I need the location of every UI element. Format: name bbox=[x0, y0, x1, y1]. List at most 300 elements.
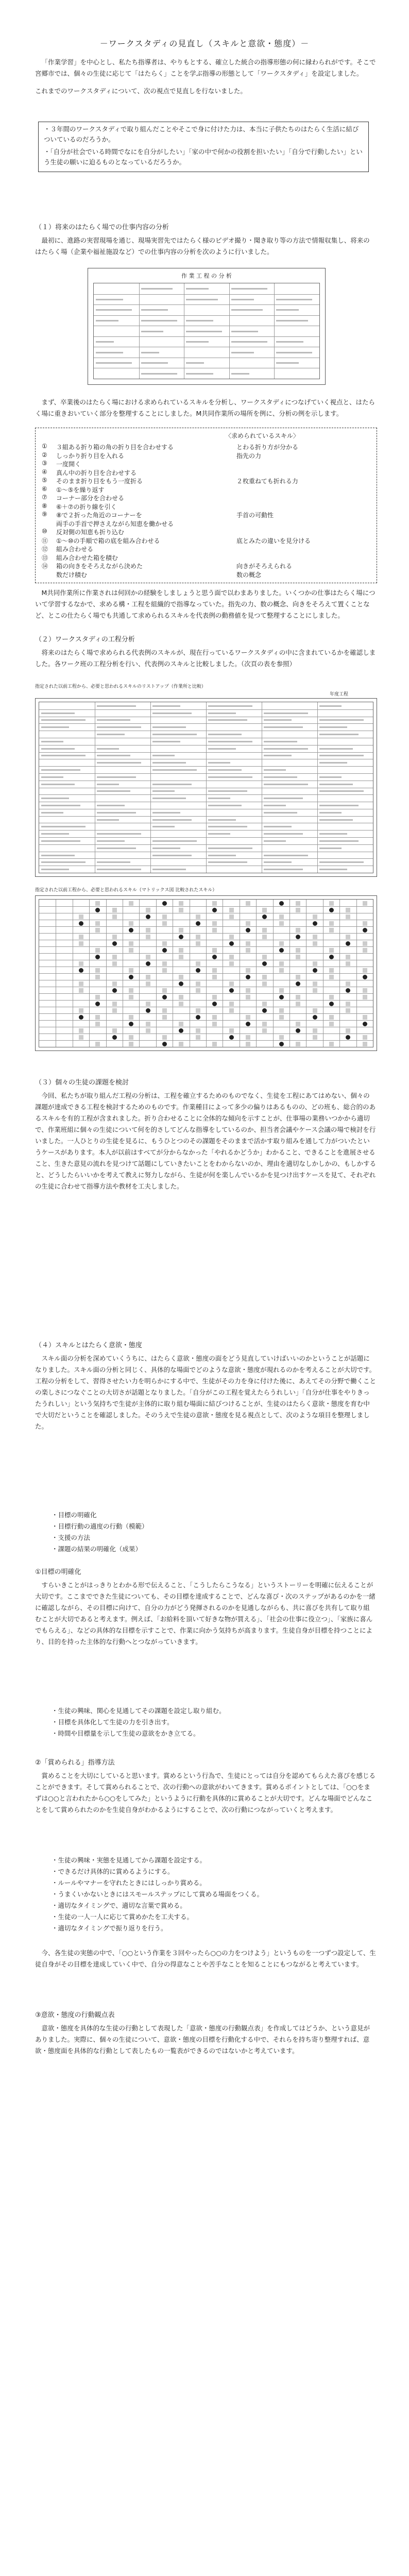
table-cell-text bbox=[41, 784, 75, 785]
table-cell-text bbox=[319, 776, 342, 778]
table-cell-text bbox=[319, 833, 347, 835]
table-cell-text bbox=[319, 726, 347, 728]
skill-step-task: ①〜⑤を繰り返す bbox=[56, 486, 105, 494]
fig3-caption: 指定された以前工程から、必要と思われるスキル（マトリックス図 比較されたスキル） bbox=[35, 888, 217, 893]
table-cell-text bbox=[319, 812, 342, 814]
table-cell-text bbox=[97, 784, 119, 785]
matrix-mark bbox=[79, 981, 83, 986]
table-cell-text bbox=[231, 288, 267, 290]
grid-line bbox=[39, 830, 373, 831]
matrix-mark bbox=[329, 948, 334, 953]
table-cell-text bbox=[141, 352, 159, 353]
table-cell-text bbox=[97, 726, 141, 728]
matrix-mark bbox=[279, 961, 284, 966]
matrix-mark bbox=[279, 995, 284, 999]
table-cell-text bbox=[152, 869, 186, 870]
skill-step-task: ⑧で２折った角近のコーナーを bbox=[56, 512, 142, 519]
matrix-mark bbox=[229, 981, 234, 986]
table-cell-text bbox=[41, 776, 63, 778]
matrix-mark bbox=[212, 1022, 217, 1026]
table-cell-text bbox=[97, 869, 141, 870]
table-cell-text bbox=[152, 790, 175, 792]
matrix-mark bbox=[162, 961, 167, 966]
skill-step-number: ⑦ bbox=[42, 494, 47, 501]
list-item: ・できるだけ具体的に賞めるようにする。 bbox=[52, 1868, 174, 1875]
table-cell-text bbox=[264, 776, 297, 778]
matrix-mark bbox=[229, 961, 234, 966]
matrix-mark bbox=[329, 921, 334, 926]
grid-line bbox=[94, 315, 319, 316]
skill-matrix-figure bbox=[35, 895, 377, 1051]
matrix-mark bbox=[329, 1015, 334, 1020]
matrix-mark bbox=[162, 948, 167, 953]
matrix-mark bbox=[279, 1035, 284, 1040]
skill-step-task: 数だけ積む bbox=[56, 571, 88, 579]
table-cell-text bbox=[41, 798, 69, 799]
matrix-mark bbox=[346, 941, 350, 946]
review-point: ・「自分が社会でいる時間でなにを自分がしたい」「家の中で何かの役割を担いたい」「自分で行動したい」という生徒の願いに迫るものとなっているだろうか。 bbox=[44, 148, 363, 166]
table-cell-text bbox=[208, 848, 252, 849]
matrix-mark bbox=[179, 1022, 183, 1026]
table-cell-text bbox=[276, 362, 299, 364]
table-cell-text bbox=[96, 352, 123, 353]
matrix-mark bbox=[146, 935, 150, 939]
grid-line bbox=[39, 1000, 373, 1001]
matrix-mark bbox=[363, 1035, 367, 1040]
table-cell-text bbox=[41, 833, 69, 835]
matrix-mark bbox=[279, 1008, 284, 1013]
matrix-mark bbox=[162, 1035, 167, 1040]
matrix-mark bbox=[246, 1015, 250, 1020]
matrix-mark bbox=[363, 928, 367, 933]
skill-step-task: 組み合わせる bbox=[56, 546, 94, 553]
table-cell-text bbox=[141, 288, 173, 290]
matrix-mark bbox=[363, 975, 367, 979]
grid-line bbox=[39, 953, 373, 954]
matrix-mark bbox=[363, 921, 367, 926]
matrix-mark bbox=[129, 1015, 133, 1020]
matrix-mark bbox=[179, 948, 183, 953]
matrix-mark bbox=[296, 908, 300, 912]
matrix-mark bbox=[95, 975, 100, 979]
matrix-mark bbox=[296, 1028, 300, 1033]
grid-line bbox=[39, 858, 373, 859]
table-cell-text bbox=[208, 833, 230, 835]
skill-required: ２枚重ねても折れる力 bbox=[236, 478, 298, 485]
table-cell-text bbox=[276, 309, 299, 311]
skill-step-task: 反対側の知恵も折り込む bbox=[56, 529, 125, 536]
table-cell-text bbox=[264, 748, 308, 750]
review-points-box bbox=[38, 122, 369, 172]
matrix-mark bbox=[95, 921, 100, 926]
table-cell-text bbox=[208, 719, 247, 721]
goal-list bbox=[52, 1705, 361, 1739]
table-cell-text bbox=[152, 741, 180, 742]
matrix-mark bbox=[212, 1002, 217, 1006]
table-cell-text bbox=[141, 309, 168, 311]
skill-step-number: ⑬ bbox=[42, 554, 48, 562]
matrix-mark bbox=[346, 914, 350, 919]
matrix-mark bbox=[146, 928, 150, 933]
matrix-mark bbox=[95, 1015, 100, 1020]
matrix-mark bbox=[196, 1028, 200, 1033]
table-cell-text bbox=[208, 769, 242, 771]
process-analysis-table bbox=[93, 283, 320, 379]
table-cell-text bbox=[152, 826, 175, 827]
table-cell-text bbox=[186, 331, 222, 332]
matrix-mark bbox=[279, 914, 284, 919]
matrix-mark bbox=[262, 955, 267, 959]
table-cell-text bbox=[208, 734, 242, 735]
praise-text: 賞めることを大切にしていると思います。賞めるという行為で、生徒にとっては自分を認めてもらえた喜びを感じることができます。そして賞められることで、次の行動への意欲がわいてきます。賞めるポイントとしては、「○○をまずは○○と言われたから○○をしてみた」というように行動を具体的に賞めることが大切です。どんな場面でどんなことをして賞められたのかを生徒自身がわかるようにすることで、次の行動につながっていくと考えます。 bbox=[35, 1772, 376, 1814]
matrix-mark bbox=[329, 1002, 334, 1006]
skill-step-number: ⑪ bbox=[42, 537, 48, 545]
skill-step-task: そのまま折り目をもう一度折る bbox=[56, 478, 143, 485]
skill-step-task: しっかり折り目を入れる bbox=[56, 452, 125, 460]
skill-step-task: 一度開く bbox=[56, 461, 81, 468]
matrix-mark bbox=[212, 968, 217, 973]
matrix-mark bbox=[296, 928, 300, 933]
table-cell-text bbox=[152, 784, 192, 785]
matrix-mark bbox=[212, 975, 217, 979]
matrix-mark bbox=[129, 975, 133, 979]
matrix-mark bbox=[363, 948, 367, 953]
matrix-mark bbox=[146, 981, 150, 986]
skill-step-task: ⑥＋⑦の折り線を引く bbox=[56, 503, 117, 511]
review-point: ・３年間のワークスタディで取り組んだことやそこで身に付けた力は、本当に子供たちのはたらく生活に結びついているのだろうか。 bbox=[44, 125, 359, 143]
matrix-mark bbox=[112, 941, 117, 946]
skill-required: 指先の力 bbox=[236, 452, 262, 460]
grid-line bbox=[39, 1033, 373, 1034]
table-cell-text bbox=[152, 762, 186, 764]
table-cell-text bbox=[41, 840, 80, 842]
matrix-mark bbox=[162, 921, 167, 926]
matrix-mark bbox=[279, 901, 284, 906]
matrix-mark bbox=[329, 995, 334, 999]
grid-line bbox=[94, 304, 319, 305]
matrix-mark bbox=[79, 941, 83, 946]
matrix-mark bbox=[196, 981, 200, 986]
table-cell-text bbox=[152, 848, 180, 849]
skill-step-task: 両手の手首で押さえながら知恵を働かせる bbox=[56, 520, 174, 528]
skill-step-number: ③ bbox=[42, 460, 47, 467]
matrix-mark bbox=[146, 908, 150, 912]
skill-step-number: ⑤ bbox=[42, 477, 47, 484]
matrix-mark bbox=[262, 908, 267, 912]
matrix-mark bbox=[262, 1008, 267, 1013]
table-cell-text bbox=[152, 798, 186, 799]
matrix-mark bbox=[363, 1015, 367, 1020]
matrix-mark bbox=[279, 1015, 284, 1020]
table-cell-text bbox=[208, 861, 247, 863]
matrix-mark bbox=[246, 921, 250, 926]
table-cell-text bbox=[97, 833, 141, 835]
matrix-mark bbox=[313, 981, 317, 986]
table-cell-text bbox=[152, 755, 175, 756]
matrix-mark bbox=[179, 901, 183, 906]
table-cell-text bbox=[319, 734, 359, 735]
table-cell-text bbox=[152, 734, 197, 735]
table-cell-text bbox=[208, 826, 247, 827]
skill-step-number: ④ bbox=[42, 468, 47, 476]
table-cell-text bbox=[208, 741, 252, 742]
eval-title: ③意欲・態度の行動観点表 bbox=[35, 2011, 115, 2019]
matrix-mark bbox=[212, 921, 217, 926]
skill-step-number: ⑨ bbox=[42, 511, 47, 518]
table-cell-text bbox=[231, 373, 249, 375]
table-cell-text bbox=[152, 726, 186, 728]
matrix-mark bbox=[79, 968, 83, 973]
matrix-mark bbox=[146, 955, 150, 959]
table-cell-text bbox=[319, 840, 359, 842]
matrix-mark bbox=[146, 914, 150, 919]
matrix-mark bbox=[346, 908, 350, 912]
matrix-mark bbox=[363, 901, 367, 906]
skill-step-task: 箱の向きをそろえながら決めた bbox=[56, 563, 143, 570]
table-cell-text bbox=[208, 855, 236, 856]
matrix-mark bbox=[229, 1028, 234, 1033]
matrix-mark bbox=[129, 1042, 133, 1046]
table-cell-text bbox=[97, 861, 130, 863]
matrix-mark bbox=[79, 1008, 83, 1013]
matrix-mark bbox=[363, 941, 367, 946]
grid-line bbox=[39, 816, 373, 817]
table-cell-text bbox=[97, 812, 136, 814]
matrix-mark bbox=[262, 1022, 267, 1026]
matrix-mark bbox=[313, 921, 317, 926]
matrix-mark bbox=[246, 968, 250, 973]
table-cell-text bbox=[264, 869, 303, 870]
matrix-mark bbox=[329, 1022, 334, 1026]
table-cell-text bbox=[186, 299, 217, 300]
section2-text: 将来のはたらく場で求められる代表例のスキルが、現在行っているワークスタディの中に含まれているかを確認しました。各ワーク班の工程分析を行い、代表例のスキルと比較しました。（次頁の表を参照） bbox=[35, 649, 376, 668]
table-cell-text bbox=[41, 826, 86, 827]
table-cell-text bbox=[41, 741, 63, 742]
table-cell-text bbox=[186, 320, 213, 321]
grid-line bbox=[39, 1020, 373, 1021]
matrix-mark bbox=[79, 988, 83, 993]
skill-step-number: ⑩ bbox=[42, 528, 47, 535]
grid-line bbox=[229, 283, 230, 379]
table-cell-text bbox=[41, 755, 86, 756]
matrix-mark bbox=[162, 1008, 167, 1013]
matrix-mark bbox=[95, 948, 100, 953]
section2-title: （２）ワークスタディの工程分析 bbox=[35, 636, 135, 643]
matrix-mark bbox=[346, 1008, 350, 1013]
matrix-mark bbox=[146, 961, 150, 966]
table-cell-text bbox=[231, 299, 254, 300]
matrix-mark bbox=[196, 1008, 200, 1013]
table-cell-text bbox=[264, 726, 303, 728]
skill-required: 数の概念 bbox=[236, 571, 262, 579]
matrix-mark bbox=[95, 1022, 100, 1026]
matrix-mark bbox=[79, 1015, 83, 1020]
matrix-mark bbox=[246, 1042, 250, 1046]
matrix-mark bbox=[112, 1008, 117, 1013]
praise-title: ②「賞められる」指導方法 bbox=[35, 1759, 115, 1767]
table-cell-text bbox=[141, 320, 177, 321]
matrix-mark bbox=[129, 948, 133, 953]
skill-step-task: コーナー部分を合わせる bbox=[56, 495, 125, 502]
section4-title: （４）スキルとはたらく意欲・態度 bbox=[35, 1342, 142, 1349]
matrix-mark bbox=[229, 1002, 234, 1006]
list-item: ・生徒の一人一人に応じて賞めかたを工夫する。 bbox=[52, 1913, 194, 1921]
matrix-mark bbox=[246, 1022, 250, 1026]
matrix-mark bbox=[196, 935, 200, 939]
matrix-mark bbox=[162, 988, 167, 993]
table-cell-text bbox=[97, 719, 130, 721]
table-cell-text bbox=[97, 790, 130, 792]
table-cell-text bbox=[264, 833, 303, 835]
matrix-mark bbox=[179, 955, 183, 959]
matrix-mark bbox=[129, 901, 133, 906]
section1-text3: M共同作業所に作業されは何回かの経験をしましょうと思う面で以わまありました。いくつかの仕事はたらく場について学習するなかで、求める構・工程を組織的で指導なっていた。指先の力、数の概念、向きをそろえて置くことなど、とこの仕たらく場でも共通して求められるスキルを代表例の動務値を見つて整理することにしました。 bbox=[35, 589, 376, 619]
table-cell-text bbox=[186, 373, 213, 375]
matrix-mark bbox=[129, 928, 133, 933]
matrix-mark bbox=[313, 941, 317, 946]
matrix-mark bbox=[112, 961, 117, 966]
grid-line bbox=[39, 906, 373, 907]
grid-line bbox=[274, 283, 275, 379]
skill-step-task: 組み合わせた箱を積む bbox=[56, 554, 118, 562]
table-cell-text bbox=[264, 855, 308, 856]
matrix-mark bbox=[162, 941, 167, 946]
matrix-mark bbox=[246, 928, 250, 933]
table-cell-text bbox=[152, 855, 192, 856]
table-cell-text bbox=[264, 719, 292, 721]
fig2-label: 年度工程 bbox=[330, 692, 349, 697]
table-cell-text bbox=[264, 861, 292, 863]
matrix-mark bbox=[179, 1002, 183, 1006]
table-cell-text bbox=[319, 869, 347, 870]
table-cell-text bbox=[208, 805, 242, 806]
table-cell-text bbox=[319, 784, 353, 785]
table-cell-text bbox=[41, 713, 75, 714]
matrix-mark bbox=[95, 908, 100, 912]
table-cell-text bbox=[41, 861, 86, 863]
matrix-mark bbox=[129, 941, 133, 946]
matrix-mark bbox=[79, 1028, 83, 1033]
table-cell-text bbox=[152, 705, 180, 707]
matrix-mark bbox=[112, 981, 117, 986]
table-cell-text bbox=[41, 726, 69, 728]
table-cell-text bbox=[152, 812, 180, 814]
matrix-mark bbox=[162, 995, 167, 999]
list-item: ・支援の方法 bbox=[52, 1534, 91, 1541]
section1-text: 最初に、進路の実習現場を通じ、現場実習先ではたらく様のビデオ撮り・聞き取り等の方法で情報収集し、将来のはたらく場（企業や福祉施設など）での仕事内容の分析を次のように行いました。 bbox=[35, 236, 370, 256]
matrix-mark bbox=[179, 1042, 183, 1046]
matrix-mark bbox=[313, 1008, 317, 1013]
matrix-mark bbox=[212, 928, 217, 933]
matrix-mark bbox=[212, 908, 217, 912]
matrix-mark bbox=[229, 908, 234, 912]
table-cell-text bbox=[41, 855, 75, 856]
matrix-mark bbox=[95, 968, 100, 973]
matrix-mark bbox=[162, 968, 167, 973]
table-cell-text bbox=[96, 341, 114, 343]
matrix-mark bbox=[246, 901, 250, 906]
list-item: ・課題の結果の明確化（成果） bbox=[52, 1545, 142, 1553]
matrix-mark bbox=[279, 988, 284, 993]
matrix-mark bbox=[112, 1028, 117, 1033]
grid-line bbox=[39, 844, 373, 845]
goal-text: すらいきことがはっきりとわかる形で伝えること、「こうしたらこうなる」というストーリーを明確に伝えることが大切です。ここまでできた生徒についても、その目標を達成することで、どんな喜び・次のステップがあるのかを一緒に確認しながら、その目標に向けて、自分の力がどう発揮されるのかを見通しながらも、共に喜びを共有して取り組むことが大切であると考えます。例えば、「お給料を頂いて好きな物が買える」、「社会の仕事に役立つ」、「家族に喜んでもらえる」、などの具体的な目標を示すことで、作業に向かう気持ちが高まります。生徒自身が目標を持つことにより、目的を持った主体的な行動へとつながっていきます。 bbox=[35, 1581, 376, 1646]
matrix-mark bbox=[112, 935, 117, 939]
matrix-mark bbox=[129, 968, 133, 973]
matrix-mark bbox=[346, 955, 350, 959]
matrix-mark bbox=[162, 914, 167, 919]
goal-title: ①目標の明確化 bbox=[35, 1568, 81, 1576]
table-cell-text bbox=[231, 309, 263, 311]
matrix-mark bbox=[262, 914, 267, 919]
matrix-mark bbox=[329, 928, 334, 933]
skills-box bbox=[35, 428, 377, 583]
table-cell-text bbox=[319, 719, 364, 721]
matrix-mark bbox=[112, 955, 117, 959]
matrix-mark bbox=[79, 914, 83, 919]
matrix-mark bbox=[262, 961, 267, 966]
table-cell-text bbox=[319, 748, 353, 750]
praise-list bbox=[52, 1855, 361, 1934]
matrix-mark bbox=[296, 1002, 300, 1006]
fig2-caption: 指定された以前工程から、必要と思われるスキルのリストアップ（作業所と比較） bbox=[35, 684, 206, 689]
skill-step-number: ① bbox=[42, 443, 47, 450]
grid-line bbox=[39, 766, 373, 767]
matrix-mark bbox=[196, 988, 200, 993]
matrix-mark bbox=[279, 921, 284, 926]
matrix-mark bbox=[363, 1042, 367, 1046]
list-item: ・うまくいかないときにはスモールステップにして賞める場面をつくる。 bbox=[52, 1890, 264, 1898]
page-title: －ワークスタディの見直し（スキルと意欲・態度）－ bbox=[99, 39, 310, 48]
table-cell-text bbox=[141, 373, 177, 375]
table-cell-text bbox=[231, 352, 254, 353]
intro-paragraph: これまでのワークスタディについて、次の視点で見直しを行ないました。 bbox=[35, 87, 247, 95]
skill-step-number: ⑫ bbox=[42, 546, 48, 553]
table-cell-text bbox=[96, 362, 132, 364]
matrix-mark bbox=[229, 941, 234, 946]
grid-line bbox=[39, 773, 373, 774]
matrix-mark bbox=[129, 988, 133, 993]
table-cell-text bbox=[319, 790, 364, 792]
table-cell-text bbox=[231, 331, 259, 332]
matrix-mark bbox=[296, 948, 300, 953]
table-cell-text bbox=[264, 812, 297, 814]
table-cell-text bbox=[186, 288, 209, 290]
table-cell-text bbox=[141, 362, 168, 364]
matrix-mark bbox=[229, 1035, 234, 1040]
table-cell-text bbox=[96, 309, 132, 311]
table-cell-text bbox=[208, 762, 230, 764]
table-cell-text bbox=[152, 819, 192, 821]
matrix-mark bbox=[262, 935, 267, 939]
table-cell-text bbox=[186, 341, 209, 343]
list-item: ・目標を具体化して生徒の力を引き出す。 bbox=[52, 1718, 174, 1726]
grid-line bbox=[39, 709, 373, 710]
list-item: ・目標行動の適度の行動（模範） bbox=[52, 1522, 148, 1530]
matrix-mark bbox=[363, 995, 367, 999]
list-item: ・生徒の興味・実態を見通してから課題を設定する。 bbox=[52, 1856, 207, 1864]
matrix-mark bbox=[262, 975, 267, 979]
section4-text: スキル面の分析を深めていくうちに、はたらく意欲・態度の面をどう見直していけばいいのかということが話題になりました。スキル面の分析と同じく、具体的な場面でどのような意欲・態度が現れるのかを考えることが大切です。工程の分析をして、習得させたい力を明らかにする中で、生徒がその力を身に付けた後に、あえてその分野で働くことの楽しさにつなぐことの大切さが話題となりました。「自分がこの工程を覚えたらうれしい」「自分が仕事をやりきったうれしい」という気持ちで生徒が主体的に取り組む場面に結びつけることが、生徒のはたらく意欲・態度を育む中で大切だということを確認しました。そのうえで生徒の意欲・態度を見る視点として、次のような項目を整理しました。 bbox=[35, 1354, 377, 1430]
matrix-mark bbox=[329, 901, 334, 906]
figure-title: 作 業 工 程 の 分 析 bbox=[181, 273, 232, 279]
table-cell-text bbox=[152, 840, 197, 842]
matrix-mark bbox=[196, 914, 200, 919]
matrix-mark bbox=[146, 1022, 150, 1026]
grid-line bbox=[39, 946, 373, 947]
matrix-mark bbox=[229, 955, 234, 959]
matrix-mark bbox=[313, 1035, 317, 1040]
